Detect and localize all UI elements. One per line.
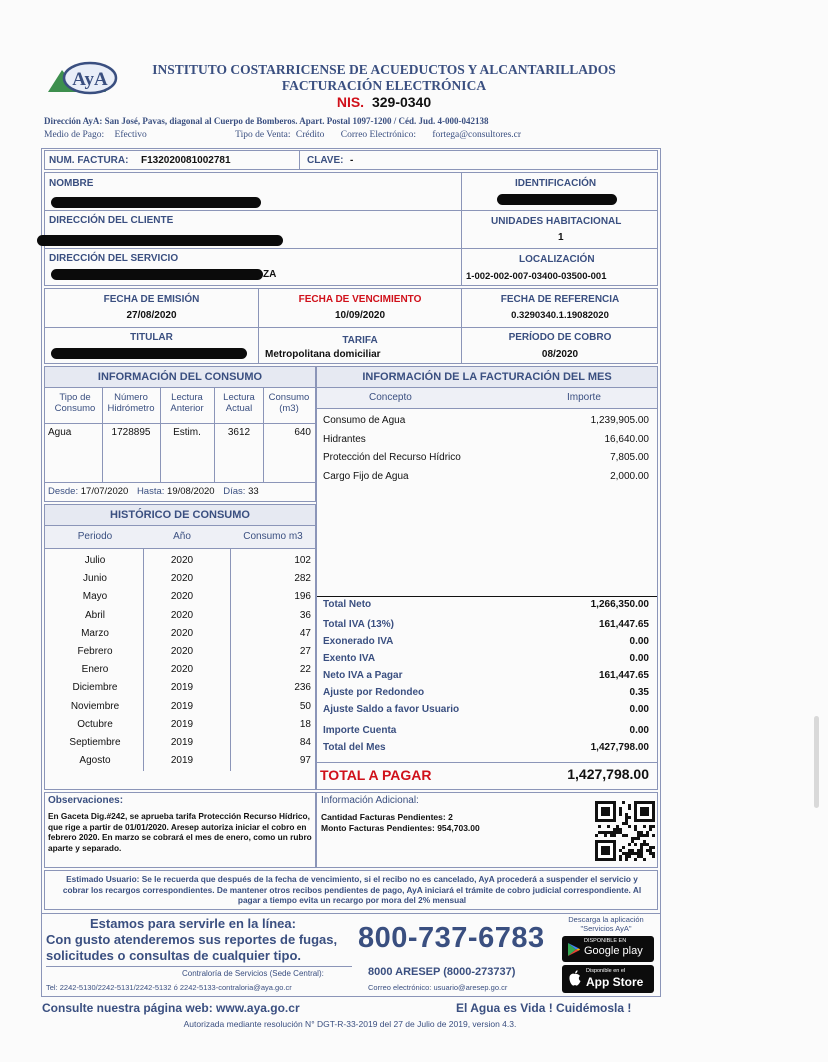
desde-value: 17/07/2020 [80, 486, 129, 497]
redacted-service-address [51, 269, 263, 280]
history-row [45, 626, 317, 644]
google-play-small: DISPONIBLE EN [584, 938, 627, 944]
history-year: 2020 [170, 591, 194, 603]
contraloria-label: Contraloría de Servicios (Sede Central): [182, 969, 324, 978]
history-header-year: Año [173, 531, 191, 542]
pending-count-value: 2 [448, 812, 453, 822]
divider [45, 482, 315, 483]
billing-total-amount: 1,427,798.00 [590, 742, 649, 753]
emission-date-label: FECHA DE EMISIÓN [103, 294, 200, 305]
billing-item-row [317, 432, 657, 449]
billing-total-row [317, 702, 657, 719]
history-year: 2020 [170, 646, 194, 657]
previous-reading: Estim. [173, 427, 201, 438]
additional-info-title: Información Adicional: [321, 795, 419, 806]
billing-total-label: Ajuste Saldo a favor Usuario [323, 704, 460, 715]
history-year: 2020 [170, 627, 194, 639]
history-period: Noviembre [70, 700, 120, 712]
meter-number: 1728895 [111, 427, 151, 438]
header-type: Tipo de Consumo [54, 392, 96, 414]
billing-item-row [317, 469, 657, 486]
history-year: 2020 [170, 664, 194, 676]
dias-value: 33 [248, 486, 259, 497]
history-year: 2020 [170, 609, 194, 621]
history-header-row [45, 526, 315, 548]
divider [45, 327, 657, 328]
divider [46, 966, 352, 967]
billing-total-amount: 0.00 [629, 725, 649, 736]
service-line-1: Estamos para servirle en la línea: [90, 916, 296, 931]
clave-label: CLAVE: [307, 155, 344, 166]
phone-number[interactable]: 800-737-6783 [358, 922, 545, 954]
history-consumption: 18 [299, 718, 311, 730]
history-row [45, 717, 317, 735]
history-period: Enero [81, 664, 109, 676]
redacted-name [51, 197, 261, 208]
client-block [44, 172, 658, 286]
billing-total-label: Exento IVA [323, 653, 376, 664]
history-row [45, 608, 317, 626]
history-consumption: 282 [294, 573, 311, 585]
billing-item-row [317, 450, 657, 467]
billing-item-amount: 1,239,905.00 [590, 415, 649, 426]
divider [45, 548, 315, 549]
total-to-pay-label: TOTAL A PAGAR [320, 767, 432, 783]
billing-item-concept: Cargo Fijo de Agua [323, 470, 409, 482]
total-to-pay-value: 1,427,798.00 [567, 766, 649, 782]
invoice-number-row [44, 150, 658, 170]
invoice-number-value: F132020081002781 [141, 155, 231, 166]
billing-totals [317, 597, 657, 762]
consumption-header-row [45, 389, 315, 423]
observations-title: Observaciones: [48, 795, 124, 806]
history-row [45, 753, 317, 771]
history-title: HISTÓRICO DE CONSUMO [110, 509, 250, 521]
current-reading: 3612 [227, 427, 251, 438]
divider [461, 173, 462, 285]
billing-total-amount: 161,447.65 [598, 670, 649, 681]
desde-label: Desde: [48, 486, 79, 497]
billing-total-label: Importe Cuenta [323, 725, 397, 736]
redacted-client-address [37, 235, 283, 246]
history-consumption: 196 [294, 591, 311, 603]
billing-section [316, 366, 658, 790]
billing-total-label: Total Neto [323, 599, 372, 610]
billing-item-concept: Consumo de Agua [323, 415, 406, 426]
billing-total-amount: 0.00 [629, 653, 649, 664]
divider [45, 248, 657, 249]
name-label: NOMBRE [49, 178, 94, 189]
history-consumption: 47 [299, 627, 311, 639]
slogan: El Agua es Vida ! Cuidémosla ! [456, 1001, 632, 1015]
billing-item-amount: 16,640.00 [604, 433, 649, 445]
billing-total-amount: 161,447.65 [598, 619, 649, 630]
app-download-label: Descarga la aplicación "Servicios AyA" [568, 915, 644, 933]
billing-total-row [317, 668, 657, 685]
divider [45, 423, 315, 424]
history-row [45, 662, 317, 680]
history-rows [45, 553, 315, 773]
billing-item-amount: 2,000.00 [610, 470, 649, 482]
history-header-period: Periodo [77, 531, 113, 542]
email-label: Correo Electrónico: [340, 130, 416, 140]
apple-icon [568, 970, 582, 987]
history-row [45, 680, 317, 698]
payment-line [44, 130, 664, 140]
history-period: Diciembre [72, 682, 118, 694]
history-consumption: 97 [299, 755, 311, 767]
header-current-reading: Lectura Actual [223, 392, 255, 414]
holder-label: TITULAR [130, 332, 173, 343]
billing-total-amount: 1,266,350.00 [590, 599, 649, 610]
institute-name: INSTITUTO COSTARRICENSE DE ACUEDUCTOS Y ALCANTARILLADOS [152, 62, 616, 77]
history-period: Octubre [77, 718, 113, 730]
location-value: 1-002-002-007-03400-03500-001 [466, 271, 607, 282]
due-date-label: FECHA DE VENCIMIENTO [298, 294, 422, 305]
history-row [45, 644, 317, 662]
history-period: Julio [84, 555, 106, 566]
history-consumption: 27 [299, 646, 311, 657]
billing-items [317, 413, 657, 493]
history-row [45, 553, 317, 571]
history-consumption: 236 [294, 682, 311, 694]
history-section [44, 504, 316, 790]
billing-total-label: Exonerado IVA [323, 636, 394, 647]
history-period: Septiembre [69, 737, 121, 748]
payment-value: Efectivo [114, 130, 147, 140]
history-consumption: 36 [299, 609, 311, 621]
authorization-line: Autorizada mediante resolución N° DGT-R-33-2019 del 27 de Julio de 2019, version 4.3. [183, 1019, 517, 1029]
emission-date-value: 27/08/2020 [126, 310, 177, 321]
payment-label: Medio de Pago: [44, 130, 105, 140]
history-row [45, 589, 317, 607]
divider [317, 408, 657, 409]
location-label: LOCALIZACIÓN [519, 254, 595, 265]
dates-block [44, 288, 658, 364]
history-row [45, 571, 317, 589]
dias-label: Días: [223, 486, 246, 497]
clave-value: - [350, 155, 354, 166]
billing-total-row [317, 723, 657, 740]
billing-total-label: Ajuste por Redondeo [323, 687, 425, 698]
due-date-value: 10/09/2020 [334, 310, 386, 321]
app-store-badge[interactable] [562, 965, 654, 993]
redacted-identification [497, 194, 617, 205]
logo-text: AyA [72, 69, 108, 90]
billing-total-amount: 0.35 [629, 687, 649, 698]
aya-logo [44, 56, 122, 98]
nis-value: 329-0340 [371, 94, 432, 110]
nis-line [124, 94, 644, 110]
service-address-label: DIRECCIÓN DEL SERVICIO [49, 253, 179, 264]
history-year: 2020 [170, 573, 194, 585]
billing-total-label: Neto IVA a Pagar [323, 670, 403, 681]
reference-date-label: FECHA DE REFERENCIA [500, 294, 620, 305]
history-consumption: 102 [294, 555, 311, 566]
period-label: PERÍODO DE COBRO [508, 332, 612, 343]
aya-address: Dirección AyA: San José, Pavas, diagonal al Cuerpo de Bomberos. Apart. Postal 1097-1200 / Céd. Jud. 4-000-042138 [44, 116, 489, 126]
tariff-label: TARIFA [342, 335, 378, 346]
billing-total-row [317, 740, 657, 757]
observations-text: En Gaceta Dig.#242, se aprueba tarifa Protección Recurso Hídrico, que rige a partir de 01/01/2020. Aresep autoriza iniciar el cobro en febrero 2020. En marzo se cobrará el mes de enero, como un rubro aparte y separado. [48, 811, 312, 853]
consumption-type: Agua [48, 427, 72, 438]
pending-amount [321, 823, 480, 833]
billing-item-amount: 7,805.00 [610, 452, 649, 463]
service-line-3: solicitudes o consultas de cualquier tipo. [46, 948, 301, 963]
history-year: 2019 [170, 700, 194, 712]
notice-box [44, 870, 658, 910]
email-value: fortega@consultores.cr [432, 130, 522, 140]
billing-total-row [317, 617, 657, 634]
units-value: 1 [558, 232, 564, 243]
history-consumption: 22 [299, 664, 311, 676]
google-play-badge[interactable] [562, 936, 654, 962]
qr-code-icon [595, 801, 655, 861]
pending-amount-label: Monto Facturas Pendientes: [321, 823, 435, 833]
billing-total-row [317, 597, 657, 614]
pending-count [321, 812, 453, 822]
history-period: Junio [83, 573, 107, 585]
aresep-email[interactable]: Correo electrónico: usuario@aresep.go.cr [368, 983, 508, 992]
history-year: 2020 [170, 555, 194, 566]
google-play-text: Google play [584, 945, 643, 957]
sale-type-label: Tipo de Venta: [235, 130, 291, 140]
period-value: 08/2020 [541, 349, 579, 360]
billing-total-label: Total del Mes [323, 742, 386, 753]
google-play-icon [567, 942, 581, 957]
tariff-value: Metropolitana domiciliar [265, 349, 381, 360]
pending-amount-value: 954,703.00 [437, 823, 480, 833]
history-header-consumption: Consumo m3 [243, 531, 303, 542]
identification-label: IDENTIFICACIÓN [515, 178, 597, 189]
period-range [48, 486, 316, 497]
history-consumption: 84 [299, 737, 311, 748]
header-meter: Número Hidrómetro [107, 392, 155, 414]
divider [299, 151, 300, 169]
history-row [45, 699, 317, 717]
history-year: 2019 [170, 682, 194, 694]
service-line-2: Con gusto atenderemos sus reportes de fugas, [46, 932, 338, 947]
history-consumption: 50 [299, 700, 311, 712]
consumption-m3: 640 [294, 427, 311, 438]
service-address-tail: ZA [263, 269, 277, 280]
scrollbar-thumb[interactable] [814, 716, 819, 808]
billing-item-row [317, 413, 657, 430]
billing-total-amount: 0.00 [629, 704, 649, 715]
divider [45, 387, 315, 388]
history-row [45, 735, 317, 753]
header-prev-reading: Lectura Anterior [170, 392, 204, 414]
hasta-value: 19/08/2020 [167, 486, 215, 497]
history-period: Marzo [81, 627, 109, 639]
consumption-section [44, 366, 316, 502]
consumption-title: INFORMACIÓN DEL CONSUMO [97, 371, 263, 383]
aresep-phone[interactable]: 8000 ARESEP (8000-273737) [368, 966, 516, 978]
billing-total-row [317, 651, 657, 668]
billing-item-concept: Hidrantes [323, 433, 366, 445]
history-period: Abril [84, 609, 105, 621]
client-address-label: DIRECCIÓN DEL CLIENTE [49, 215, 174, 226]
billing-header-row [317, 388, 657, 408]
hasta-label: Hasta: [136, 486, 165, 497]
history-year: 2019 [170, 755, 194, 767]
billing-total-label: Total IVA (13%) [323, 619, 394, 630]
history-year: 2019 [170, 737, 194, 748]
history-year: 2019 [170, 718, 194, 730]
history-period: Febrero [77, 646, 113, 657]
nis-label: NIS. [336, 94, 365, 110]
billing-title: INFORMACIÓN DE LA FACTURACIÓN DEL MES [362, 371, 612, 383]
amount-header: Importe [567, 392, 601, 403]
units-label: UNIDADES HABITACIONAL [491, 216, 622, 227]
sale-type-value: Crédito [295, 130, 325, 140]
header-consumption: Consumo (m3) [268, 392, 310, 414]
billing-total-row [317, 634, 657, 651]
consumption-row [45, 427, 315, 443]
divider [317, 762, 657, 763]
history-period: Mayo [82, 591, 108, 603]
reference-date-value: 0.3290340.1.19082020 [511, 310, 609, 321]
app-store-small: Disponible en el [586, 968, 626, 974]
contraloria-phones: Tel: 2242-5130/2242-5131/2242-5132 ó 2242-5133-contraloria@aya.go.cr [46, 983, 292, 992]
history-period: Agosto [79, 755, 111, 767]
redacted-holder [51, 348, 247, 359]
observations-box [44, 792, 316, 868]
notice-text: Estimado Usuario: Se le recuerda que después de la fecha de vencimiento, si el recibo no es cancelado, AyA procederá a suspender el servicio y cobrar los recargos correspondientes. De mantener otros recibos pendientes de pago, AyA iniciará el trámite de cobro judicial correspondiente. Al pagar a tiempo evita un recargo por mora del 2% mensual [62, 874, 642, 905]
concept-header: Concepto [369, 392, 412, 403]
document-type: FACTURACIÓN ELECTRÓNICA [281, 78, 487, 93]
contact-box [41, 913, 661, 997]
billing-item-concept: Protección del Recurso Hídrico [323, 452, 461, 463]
billing-total-row [317, 685, 657, 702]
website-line[interactable]: Consulte nuestra página web: www.aya.go.cr [42, 1001, 300, 1015]
invoice-number-label: NUM. FACTURA: [49, 155, 129, 166]
pending-count-label: Cantidad Facturas Pendientes: [321, 812, 446, 822]
billing-total-amount: 0.00 [629, 636, 649, 647]
additional-info-box [316, 792, 658, 868]
app-store-text: App Store [586, 975, 644, 989]
divider [45, 210, 657, 211]
